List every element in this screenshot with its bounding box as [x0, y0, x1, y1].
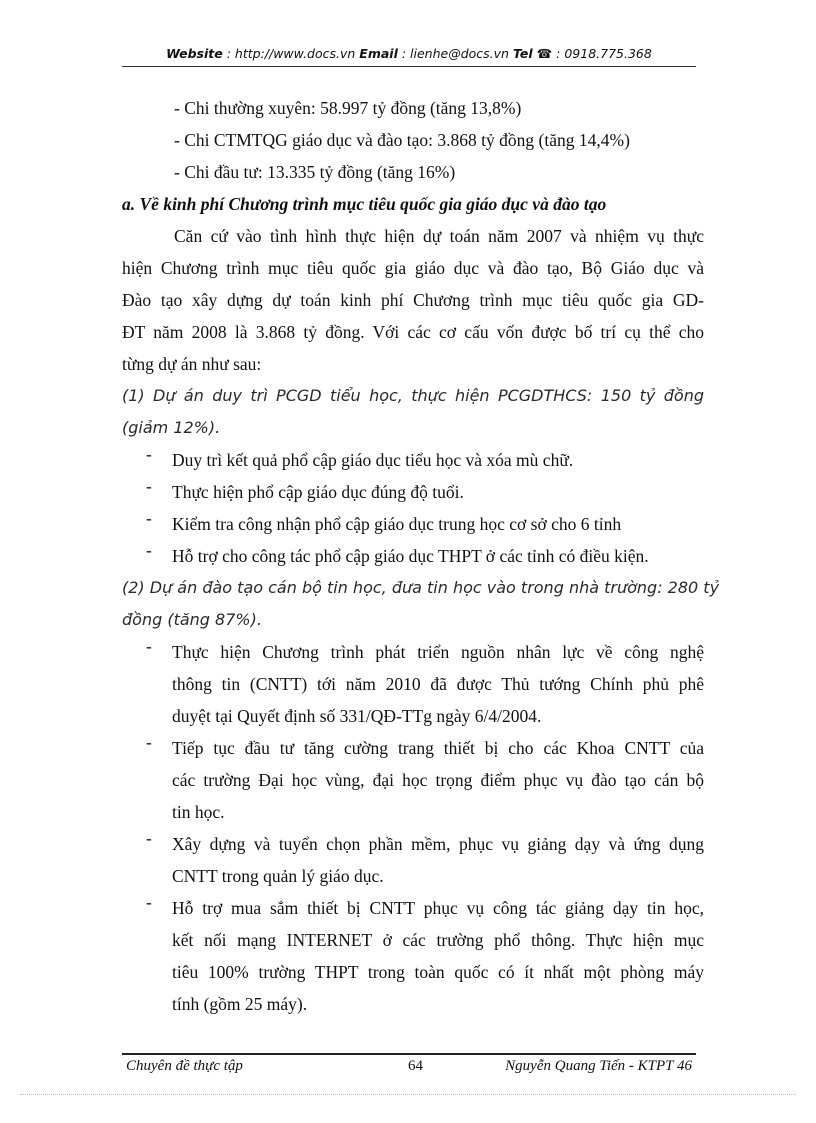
bullet-text: Duy trì kết quả phổ cập giáo dục tiểu học và xóa mù chữ.: [172, 450, 574, 470]
email-sep: :: [397, 46, 411, 61]
bullet-text: Tiếp tục đầu tư tăng cường trang thiết bị cho các Khoa CNTT của: [172, 738, 704, 758]
project-1-heading: (giảm 12%).: [122, 418, 221, 437]
spend-line: - Chi thường xuyên: 58.997 tỷ đồng (tăng 13,8%): [174, 98, 522, 118]
bullet-dash: -: [146, 540, 152, 560]
bullet-dash: -: [146, 732, 152, 752]
bullet-text: các trường Đại học vùng, đại học trọng điểm phục vụ đào tạo cán bộ: [172, 770, 704, 790]
paragraph-line: hiện Chương trình mục tiêu quốc gia giáo dục và đào tạo, Bộ Giáo dục và: [122, 258, 704, 278]
project-2-heading: (2) Dự án đào tạo cán bộ tin học, đưa tin học vào trong nhà trường: 280 tỷ: [122, 578, 720, 597]
bullet-dash: -: [146, 508, 152, 528]
paragraph-line: từng dự án như sau:: [122, 354, 262, 374]
bullet-text: tiêu 100% trường THPT trong toàn quốc có ít nhất một phòng máy: [172, 962, 704, 982]
email-label: Email: [359, 46, 398, 61]
bullet-dash: -: [146, 828, 152, 848]
page-footer: [126, 1058, 692, 1078]
bullet-item: [122, 892, 704, 1020]
spend-line: - Chi CTMTQG giáo dục và đào tạo: 3.868 tỷ đồng (tăng 14,4%): [174, 130, 630, 150]
paragraph-line: Căn cứ vào tình hình thực hiện dự toán năm 2007 và nhiệm vụ thực: [174, 226, 704, 246]
bullet-text: Hỗ trợ cho công tác phổ cập giáo dục THPT ở các tỉnh có điều kiện.: [172, 546, 649, 566]
bullet-item: [122, 828, 704, 892]
email-address[interactable]: lienhe@docs.vn: [410, 46, 509, 61]
website-sep: :: [222, 46, 235, 61]
bullet-dash: -: [146, 892, 152, 912]
bullet-item: [122, 444, 704, 476]
website-label: Website: [166, 46, 223, 61]
project-1-heading: (1) Dự án duy trì PCGD tiểu học, thực hiện PCGDTHCS: 150 tỷ đồng: [122, 386, 704, 405]
bullet-text: Xây dựng và tuyển chọn phần mềm, phục vụ giảng dạy và ứng dụng: [172, 834, 704, 854]
bullet-text: Thực hiện Chương trình phát triển nguồn nhân lực về công nghệ: [172, 642, 704, 662]
tel-number: ☎ : 0918.775.368: [532, 46, 652, 61]
bullet-text: tính (gồm 25 máy).: [172, 994, 308, 1014]
bullet-text: thông tin (CNTT) tới năm 2010 đã được Thủ tướng Chính phủ phê: [172, 674, 704, 694]
paragraph-line: Đào tạo xây dựng dự toán kinh phí Chương trình mục tiêu quốc gia GD-: [122, 290, 704, 310]
bullet-dash: -: [146, 636, 152, 656]
spend-line: - Chi đầu tư: 13.335 tỷ đồng (tăng 16%): [174, 162, 456, 182]
bullet-text: duyệt tại Quyết định số 331/QĐ-TTg ngày 6/4/2004.: [172, 706, 542, 726]
bullet-item: [122, 540, 704, 572]
bullet-item: [122, 508, 704, 540]
footer-author: Nguyễn Quang Tiến - KTPT 46: [505, 1058, 692, 1074]
footer-doc-type: Chuyên đề thực tập: [126, 1058, 243, 1074]
page-number: 64: [408, 1058, 423, 1074]
bullet-dash: -: [146, 444, 152, 464]
bottom-border: [20, 1094, 796, 1095]
website-url[interactable]: http://www.docs.vn: [234, 46, 356, 61]
bullet-item: [122, 636, 704, 732]
bullet-item: [122, 476, 704, 508]
bullet-item: [122, 732, 704, 828]
bullet-text: Thực hiện phổ cập giáo dục đúng độ tuổi.: [172, 482, 464, 502]
project-2-heading: đồng (tăng 87%).: [122, 610, 262, 629]
bullet-text: Hỗ trợ mua sắm thiết bị CNTT phục vụ công tác giảng dạy tin học,: [172, 898, 704, 918]
tel-label: Tel: [512, 46, 533, 61]
bullet-dash: -: [146, 476, 152, 496]
paragraph-line: ĐT năm 2008 là 3.868 tỷ đồng. Với các cơ cấu vốn được bố trí cụ thể cho: [122, 322, 704, 342]
section-subheading: a. Về kinh phí Chương trình mục tiêu quốc gia giáo dục và đào tạo: [122, 194, 607, 214]
bullet-text: Kiểm tra công nhận phổ cập giáo dục trung học cơ sở cho 6 tỉnh: [172, 514, 622, 534]
footer-divider: [122, 1053, 696, 1055]
document-body: [122, 92, 720, 1020]
header-divider: [122, 66, 696, 67]
bullet-text: kết nối mạng INTERNET ở các trường phổ thông. Thực hiện mục: [172, 930, 704, 950]
page-header: [122, 46, 696, 61]
bullet-text: CNTT trong quản lý giáo dục.: [172, 866, 384, 886]
bullet-text: tin học.: [172, 802, 225, 822]
